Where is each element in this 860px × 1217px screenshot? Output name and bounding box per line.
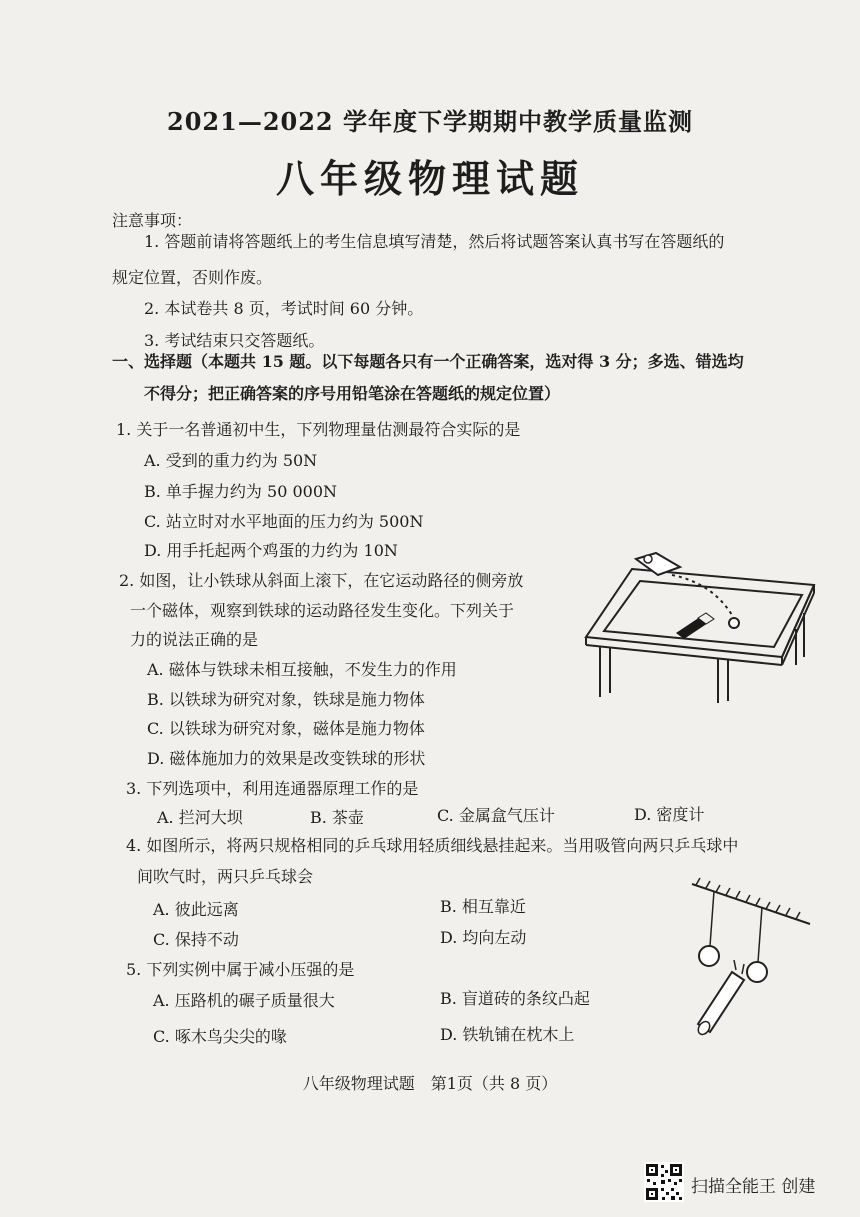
straw-icon — [696, 960, 744, 1037]
ping-pong-ball-right-icon — [747, 962, 767, 982]
section-heading-line-1: 一、选择题（本题共 15 题。以下每题各只有一个正确答案，选对得 3 分；多选、错选均 — [112, 352, 744, 371]
q2-option-b: B. 以铁球为研究对象，铁球是施力物体 — [147, 690, 425, 709]
magnet-icon — [676, 613, 714, 639]
q4-option-a: A. 彼此远离 — [153, 900, 239, 919]
q1-option-a: A. 受到的重力约为 50N — [144, 451, 318, 470]
table-icon — [586, 569, 814, 703]
q3-option-a: A. 拦河大坝 — [157, 808, 243, 827]
notice-item-1-line-2: 规定位置，否则作废。 — [112, 268, 273, 287]
q3-option-b: B. 茶壶 — [310, 808, 364, 827]
notice-item-2: 2. 本试卷共 8 页，考试时间 60 分钟。 — [144, 299, 424, 318]
q3-option-c: C. 金属盒气压计 — [437, 806, 555, 825]
q1-option-b: B. 单手握力约为 50 000N — [144, 482, 338, 501]
q4-stem-line-2: 间吹气时，两只乒乓球会 — [137, 867, 314, 886]
q2-option-d: D. 磁体施加力的效果是改变铁球的形状 — [147, 749, 426, 768]
q5-option-b: B. 盲道砖的条纹凸起 — [440, 989, 590, 1008]
q2-figure-table-magnet — [582, 545, 822, 705]
notice-heading: 注意事项： — [112, 211, 193, 230]
notice-item-3: 3. 考试结束只交答题纸。 — [144, 331, 325, 350]
q1-option-c: C. 站立时对水平地面的压力约为 500N — [144, 512, 424, 531]
q2-option-c: C. 以铁球为研究对象，磁体是施力物体 — [147, 719, 425, 738]
q2-stem-line-2: 一个磁体，观察到铁球的运动路径发生变化。下列关于 — [130, 601, 515, 620]
q5-option-c: C. 啄木鸟尖尖的喙 — [153, 1027, 287, 1046]
q4-figure-ping-pong-balls — [686, 874, 816, 1039]
ping-pong-ball-left-icon — [699, 946, 719, 966]
q4-option-c: C. 保持不动 — [153, 930, 239, 949]
q1-option-d: D. 用手托起两个鸡蛋的力约为 10N — [144, 541, 398, 560]
q5-option-d: D. 铁轨铺在枕木上 — [440, 1025, 575, 1044]
q4-option-d: D. 均向左动 — [440, 928, 527, 947]
q2-stem-line-1: 2. 如图，让小铁球从斜面上滚下，在它运动路径的侧旁放 — [119, 571, 524, 590]
q1-stem: 1. 关于一名普通初中生，下列物理量估测最符合实际的是 — [116, 420, 521, 439]
ceiling-icon — [692, 878, 810, 924]
q4-stem-line-1: 4. 如图所示，将两只规格相同的乒乓球用轻质细线悬挂起来。当用吸管向两只乒乓球中 — [126, 836, 739, 855]
q2-option-a: A. 磁体与铁球未相互接触，不发生力的作用 — [147, 660, 457, 679]
notice-item-1-line-1: 1. 答题前请将答题纸上的考生信息填写清楚，然后将试题答案认真书写在答题纸的 — [144, 232, 725, 251]
section-heading-line-2: 不得分；把正确答案的序号用铅笔涂在答题纸的规定位置） — [144, 384, 561, 403]
ball-path-icon — [672, 575, 732, 615]
qr-code-icon — [644, 1162, 684, 1202]
iron-ball-icon — [729, 618, 739, 628]
q4-option-b: B. 相互靠近 — [440, 897, 526, 916]
page-footer: 八年级物理试题 第1页（共 8 页） — [302, 1074, 558, 1093]
q5-option-a: A. 压路机的碾子质量很大 — [153, 991, 335, 1010]
exam-subtitle: 2021—2022 学年度下学期期中教学质量监测 — [167, 107, 693, 136]
scanner-watermark: 扫描全能王 创建 — [691, 1177, 816, 1197]
q5-stem: 5. 下列实例中属于减小压强的是 — [126, 960, 355, 979]
q2-stem-line-3: 力的说法正确的是 — [130, 630, 259, 649]
exam-title: 八年级物理试题 — [275, 156, 584, 201]
q3-option-d: D. 密度计 — [634, 805, 705, 824]
q3-stem: 3. 下列选项中，利用连通器原理工作的是 — [126, 779, 419, 798]
